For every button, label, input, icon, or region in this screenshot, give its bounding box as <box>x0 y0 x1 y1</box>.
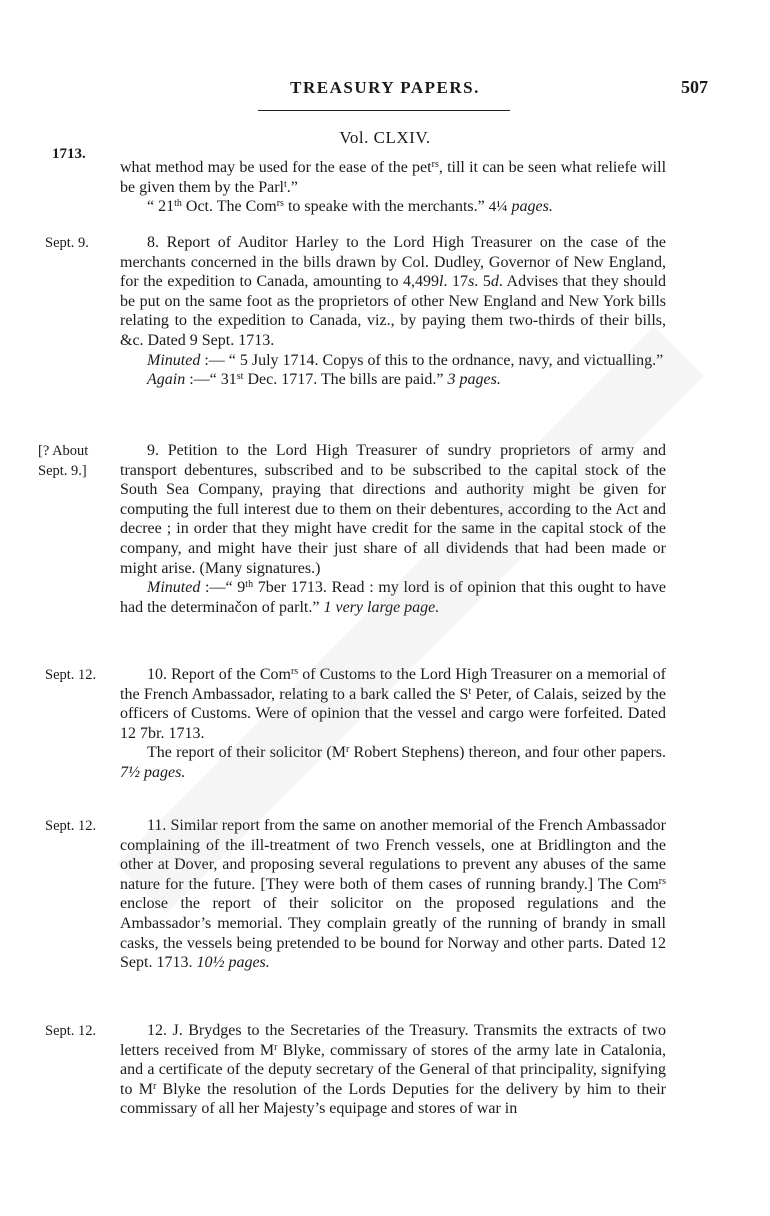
entry-12-sup-2: r <box>152 1080 157 1092</box>
entry-8-again-a: :—“ 31 <box>185 371 237 389</box>
entry-9 <box>120 441 666 617</box>
continuation-entry <box>120 158 666 218</box>
cont-min-pages-num: 4¼ <box>488 199 508 216</box>
entry-12 <box>120 1021 666 1119</box>
entry-9-body: 9. Petition to the Lord High Treasurer of sundry proprietors of army and transport debentures, subscribed and to be subscribed to the capital stock of the South Sea Company, praying that directions and authority might be given for computing the full interest due to them on their debentures, according to the Act and decree ; in order that they might have credit for the same in the capital stock of the company, and might have their just share of all dividends that had been made or might arise. (Many signatures.) <box>120 442 666 577</box>
running-head <box>0 78 770 102</box>
entry-8-again-sup: st <box>236 371 244 383</box>
entry-9-min-a: :—“ 9 <box>200 579 246 597</box>
entry-11 <box>120 816 666 973</box>
volume-label <box>0 128 770 148</box>
entry-10-date: Sept. 12. <box>45 667 97 683</box>
cont-text-4: .” <box>286 178 298 196</box>
entry-11-sup: rs <box>658 875 666 887</box>
entry-9-minuted-label: Minuted <box>147 579 201 597</box>
entry-10-b: of Customs to the Lord High Treasurer on a memorial of the French Ambassador, relating to a bark called the S <box>120 666 666 703</box>
entry-10-a: 10. Report of the Com <box>147 666 291 683</box>
cont-min-sup-1: th <box>174 198 182 210</box>
entry-8-date: Sept. 9. <box>45 235 89 251</box>
entry-8-d: d <box>490 273 499 291</box>
entry-8-text-2: . Advises that they should be put on the same foot as the proprietors of other New England and New York bills relating to the expedition to Canada, viz., by paying them two-thirds of their bills, &c. Dated 9 Sept. 1713. <box>120 273 667 349</box>
entry-11-b: enclose the report of their solicitor on the proposed regulations and the Ambassador’s memorial. They complain greatly of the running of brandy in small casks, the vessels being pretended to be bound for Norway and other parts. Dated 12 Sept. 1713. <box>120 895 666 972</box>
entry-8-minute <box>120 351 666 371</box>
cont-min-2: Oct. The Com <box>181 198 277 216</box>
entry-8-again <box>120 370 666 390</box>
entry-10-solicitor <box>120 743 666 782</box>
entry-8-s: s <box>468 273 475 291</box>
entry-9-pages: 1 very large page. <box>323 598 440 616</box>
entry-9-min-sup: th <box>245 579 254 591</box>
entry-10-p2-sup: r <box>345 744 350 756</box>
cont-min-3: to speake with the merchants.” <box>283 198 489 216</box>
entry-10-pages: 7½ pages. <box>120 763 186 781</box>
entry-9-date-line-2: Sept. 9.] <box>38 463 87 479</box>
entry-9-minute <box>120 578 666 617</box>
entry-9-date <box>38 441 88 481</box>
entry-8-again-label: Again <box>147 371 186 389</box>
entry-8-body <box>120 233 666 351</box>
continuation-minute <box>120 197 666 218</box>
entry-11-date: Sept. 12. <box>45 818 97 834</box>
entry-12-a: 12. J. Brydges to the Secretaries of the Treasury. Transmits the extracts of two letters received from M <box>120 1022 666 1059</box>
entry-8-minuted-text: :— “ 5 July 1714. Copys of this to the ordnance, navy, and victualling.” <box>200 351 664 369</box>
cont-text-2: , till it can be <box>438 159 524 176</box>
continuation-text <box>120 158 666 197</box>
volume-text: Vol. CLXIV. <box>339 128 431 147</box>
entry-9-min-b: 7ber 1713. Read : my lord is of opinion that this ought to have had the determinačon of parlt.” <box>120 579 667 616</box>
entry-8-again-b: Dec. 1717. The bills are paid.” <box>243 371 448 389</box>
entry-10-p2-b: Robert Stephens) thereon, and four other papers. <box>349 744 667 762</box>
entry-8-mid: . 17 <box>443 273 469 291</box>
entry-12-body <box>120 1021 666 1119</box>
entry-10-p2-a: The report of their solicitor (M <box>147 744 346 762</box>
cont-sup-2: t <box>283 178 287 190</box>
entry-8-mid2: . 5 <box>474 273 491 291</box>
page-number: 507 <box>681 77 708 97</box>
entry-11-body <box>120 816 666 973</box>
header-rule <box>258 110 510 111</box>
entry-10-sup-2: t <box>468 685 472 697</box>
cont-min-sup-2: rs <box>276 198 284 210</box>
entry-9-date-line-1: [? About <box>38 443 89 459</box>
entry-8-l: l <box>439 273 444 291</box>
cont-min-1: “ 21 <box>147 198 175 216</box>
entry-12-c: Blyke the resolution of the Lords Deputies for the delivery by him to their commissary of all her Majesty’s equipage and stores of war in <box>120 1080 667 1118</box>
entry-10-body <box>120 665 666 743</box>
running-title: TREASURY PAPERS. <box>290 78 480 97</box>
entry-8-minuted-label: Minuted <box>147 351 201 369</box>
entry-8-pages: 3 pages. <box>447 371 501 389</box>
cont-text-3: seen what reliefe will be given them by the Parl <box>120 159 667 196</box>
cont-text-1: what method may be used for the ease of the pet <box>120 159 432 176</box>
entry-11-a: 11. Similar report from the same on another memorial of the French Ambassador complaining of the ill-treatment of two French vessels, one at Bridlington and the other at Dover, and proposing several regulations to prevent any abuses of the same nature for the future. [They were both of them cases of running brandy.] The Com <box>120 817 666 893</box>
entry-8-text: 8. Report of Auditor Harley to the Lord High Treasurer on the case of the merchants concerned in the bills drawn by Col. Dudley, Governor of New England, for the expedition to Canada, amounting to 4,499 <box>120 234 666 291</box>
cont-min-pages: pages. <box>507 198 553 216</box>
entry-10 <box>120 665 666 783</box>
entry-12-b: Blyke, commissary of stores of the army late in Catalonia, and a certificate of the deputy secretary of the General of that principality, signifying to M <box>120 1041 666 1098</box>
entry-11-pages: 10½ pages. <box>196 954 270 972</box>
cont-sup-1: rs <box>431 159 439 170</box>
entry-12-date: Sept. 12. <box>45 1023 97 1039</box>
entry-12-sup-1: r <box>274 1041 278 1053</box>
entry-10-sup: rs <box>290 666 299 677</box>
entry-10-c: Peter, of Calais, seized by the officers of Customs. Were of opinion that the vessel and cargo were forfeited. Dated 12 7br. 1713. <box>120 685 666 742</box>
entry-8 <box>120 233 666 390</box>
year-label: 1713. <box>52 146 86 162</box>
